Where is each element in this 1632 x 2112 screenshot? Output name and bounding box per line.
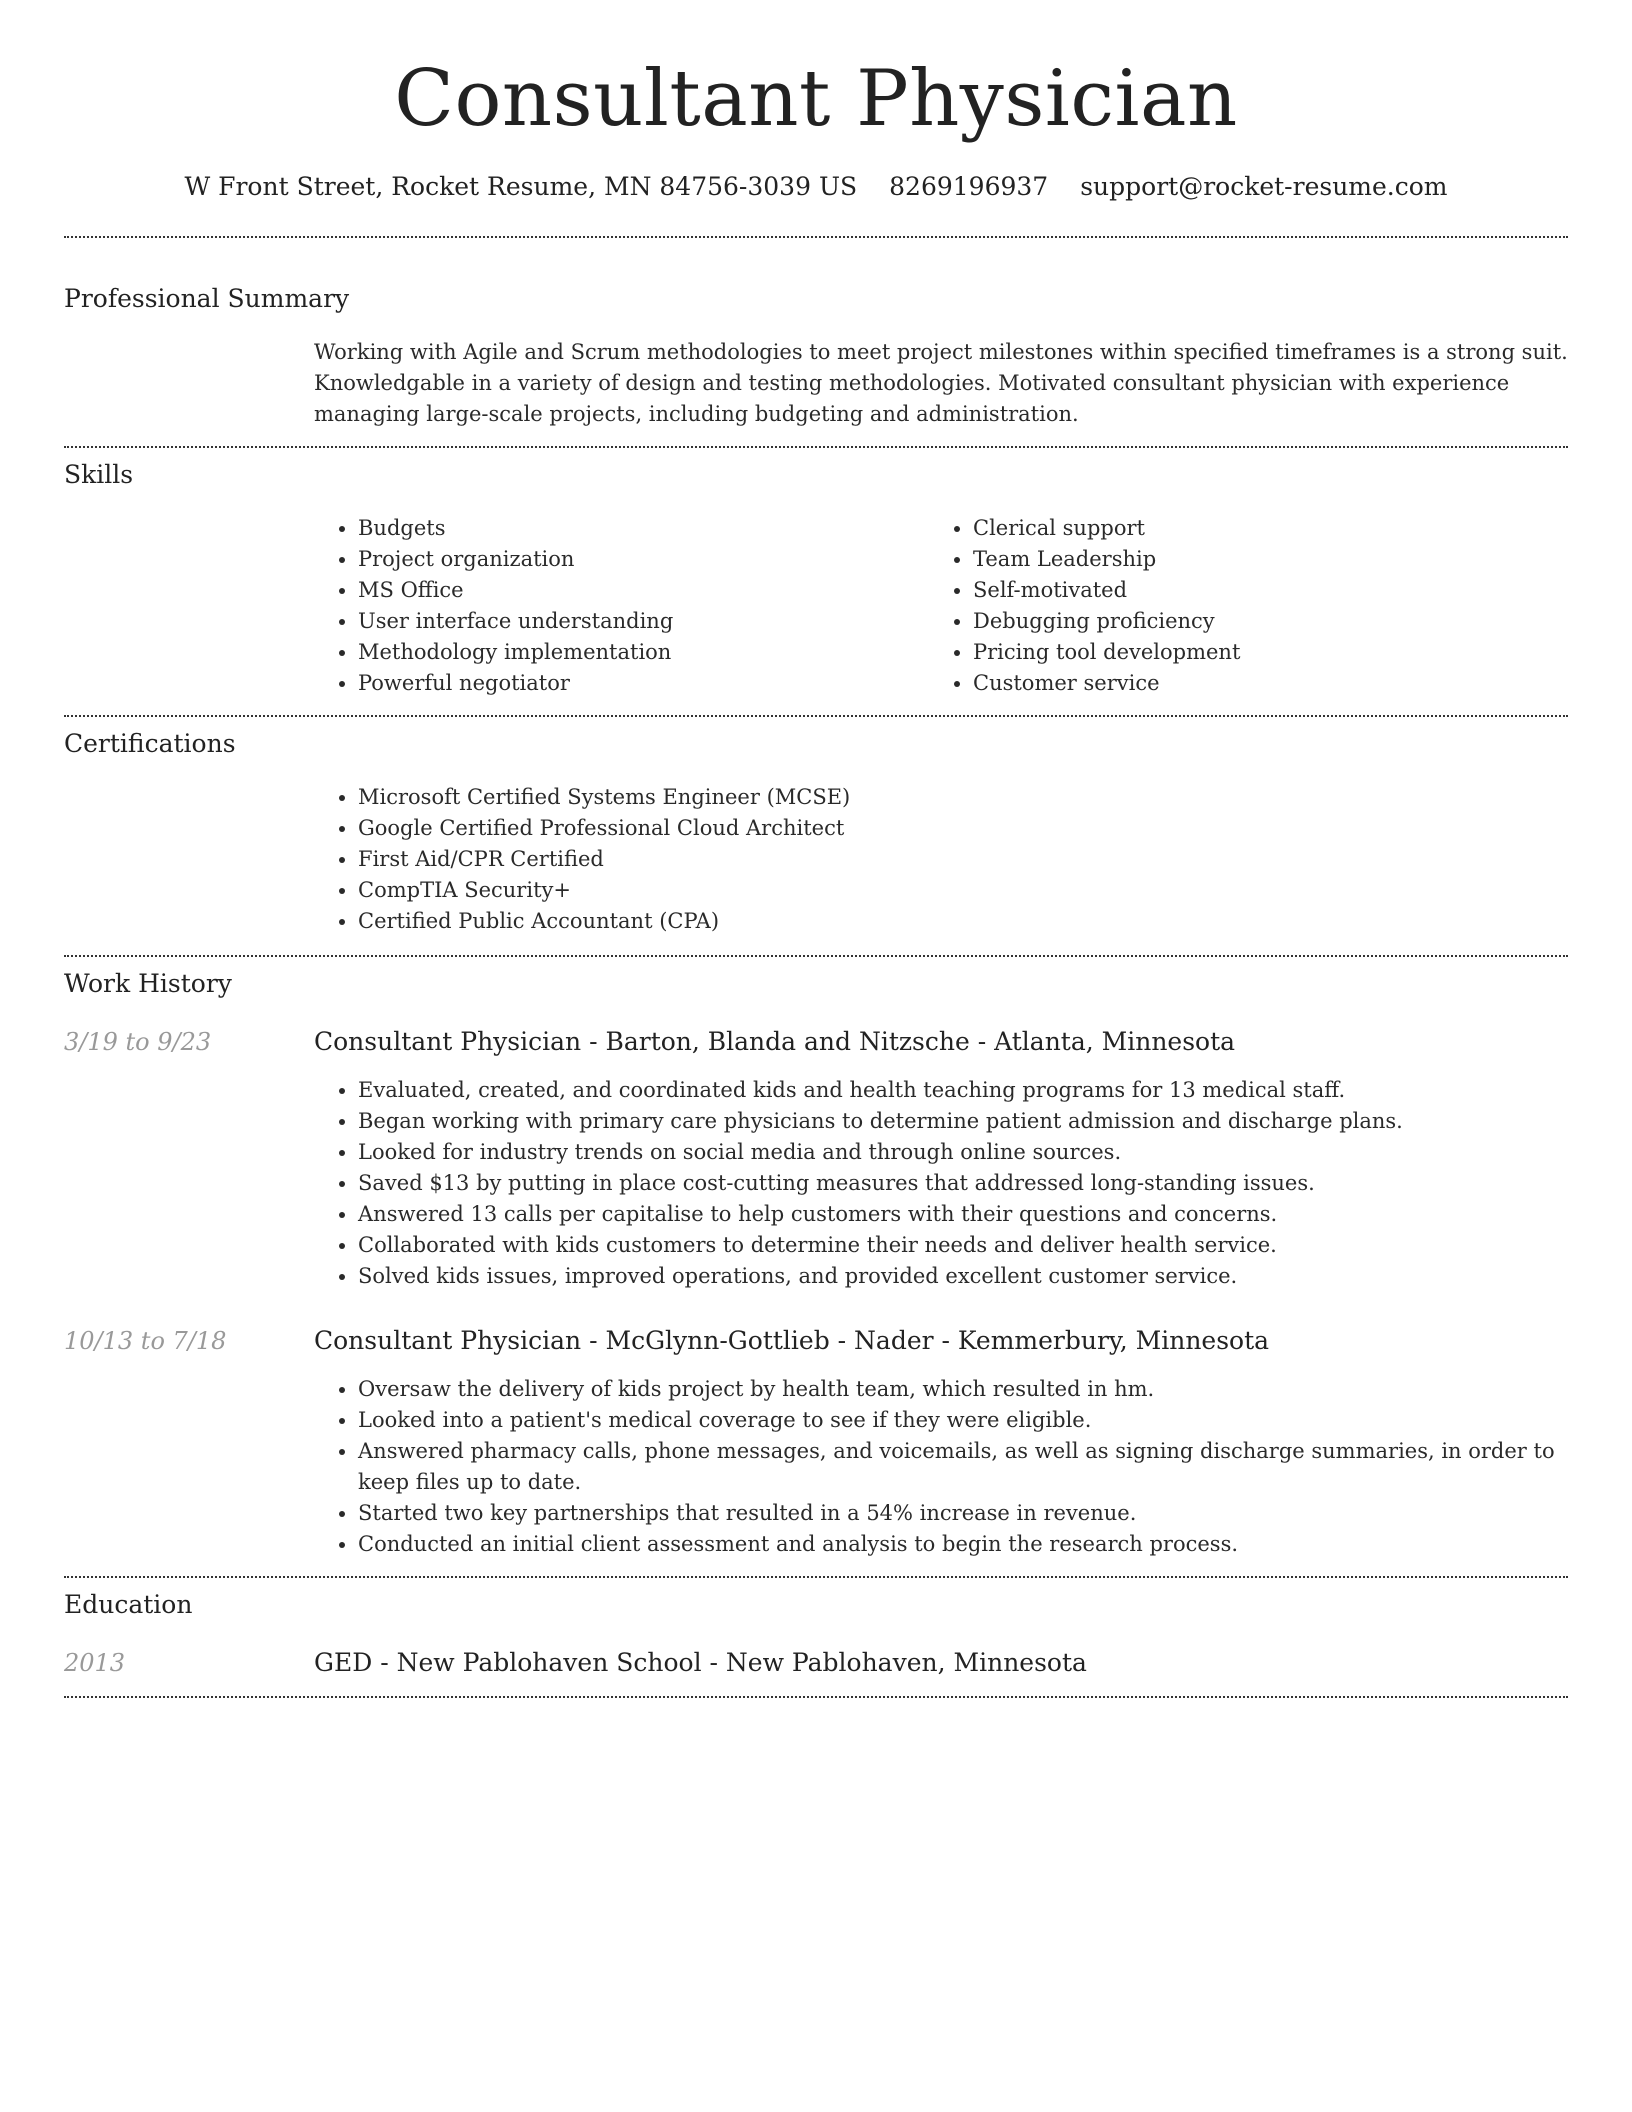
work-history-title: Work History [64,969,232,998]
job-bullet: • Started two key partnerships that resulted in a 54% increase in revenue. [358,1498,1568,1529]
job-bullet: • Answered pharmacy calls, phone messages, and voicemails, as well as signing discharge summaries, in order to keep files up to date. [358,1436,1568,1498]
job-bullet: • Saved $13 by putting in place cost-cutting measures that addressed long-standing issues. [358,1168,1568,1199]
skill-item: • Self-motivated [973,575,1544,606]
summary-title: Professional Summary [64,284,350,313]
education-title: Education [64,1590,193,1619]
resume-name: Consultant Physician [394,54,1238,144]
resume-page [64,0,1568,1698]
skills-list-left [314,513,929,699]
skill-item: • Customer service [973,668,1544,699]
skill-item: • Powerful negotiator [358,668,929,699]
certification-item: • CompTIA Security+ [358,875,1568,906]
certification-item: • Certified Public Accountant (CPA) [358,906,1568,937]
job-bullet: • Oversaw the delivery of kids project by health team, which resulted in hm. [358,1374,1568,1405]
skills-divider [64,715,1568,717]
job-bullet: • Collaborated with kids customers to determine their needs and deliver health service. [358,1230,1568,1261]
certifications-section [64,729,1568,937]
certifications-divider [64,955,1568,957]
certifications-title: Certifications [64,729,236,758]
summary-section [64,284,1568,430]
job-entry [64,1326,1568,1560]
skill-item: • User interface understanding [358,606,929,637]
contact-line [64,172,1568,202]
certification-item: • Microsoft Certified Systems Engineer (MCSE) [358,782,1568,813]
contact-email: support@rocket-resume.com [1080,172,1448,201]
skill-item: • Budgets [358,513,929,544]
skills-list-right [929,513,1544,699]
education-year: 2013 [64,1649,126,1677]
summary-divider [64,446,1568,448]
work-history-section [64,969,1568,1560]
contact-phone: 8269196937 [889,172,1049,201]
certification-item: • Google Certified Professional Cloud Architect [358,813,1568,844]
job-heading: Consultant Physician - Barton, Blanda and Nitzsche - Atlanta, Minnesota [314,1027,1236,1056]
job-bullet: • Answered 13 calls per capitalise to help customers with their questions and concerns. [358,1199,1568,1230]
skill-item: • MS Office [358,575,929,606]
job-bullet: • Evaluated, created, and coordinated kids and health teaching programs for 13 medical staff. [358,1075,1568,1106]
header-divider [64,236,1568,238]
job-dates: 10/13 to 7/18 [64,1327,227,1355]
certifications-list [314,782,1568,937]
skills-section [64,460,1568,699]
education-entry [64,1648,1568,1678]
job-heading: Consultant Physician - McGlynn-Gottlieb - Nader - Kemmerbury, Minnesota [314,1326,1270,1355]
job-entry [64,1027,1568,1292]
education-divider [64,1696,1568,1698]
job-header [64,1326,1568,1356]
skill-item: • Pricing tool development [973,637,1544,668]
skills-columns [314,513,1568,699]
certification-item: • First Aid/CPR Certified [358,844,1568,875]
job-bullets [314,1374,1568,1560]
job-bullets [314,1075,1568,1292]
skill-item: • Clerical support [973,513,1544,544]
skill-item: • Debugging proficiency [973,606,1544,637]
job-bullet: • Looked into a patient's medical coverage to see if they were eligible. [358,1405,1568,1436]
job-dates: 3/19 to 9/23 [64,1028,212,1056]
skill-item: • Methodology implementation [358,637,929,668]
job-bullet: • Began working with primary care physicians to determine patient admission and discharge plans. [358,1106,1568,1137]
summary-text: Working with Agile and Scrum methodologies to meet project milestones within specified timeframes is a strong suit. Knowledgable in a variety of design and testing methodologies. Motivated consultant physician with experience managing large-scale projects, including budgeting and administration. [314,340,1568,426]
skill-item: • Project organization [358,544,929,575]
education-section [64,1590,1568,1678]
job-bullet: • Solved kids issues, improved operations, and provided excellent customer service. [358,1261,1568,1292]
job-bullet: • Looked for industry trends on social media and through online sources. [358,1137,1568,1168]
education-degree: GED - New Pablohaven School - New Pablohaven, Minnesota [314,1648,1087,1677]
job-bullet: • Conducted an initial client assessment and analysis to begin the research process. [358,1529,1568,1560]
job-header [64,1027,1568,1057]
skill-item: • Team Leadership [973,544,1544,575]
skills-title: Skills [64,460,134,489]
work-divider [64,1576,1568,1578]
contact-address: W Front Street, Rocket Resume, MN 84756-3039 US [184,172,858,201]
